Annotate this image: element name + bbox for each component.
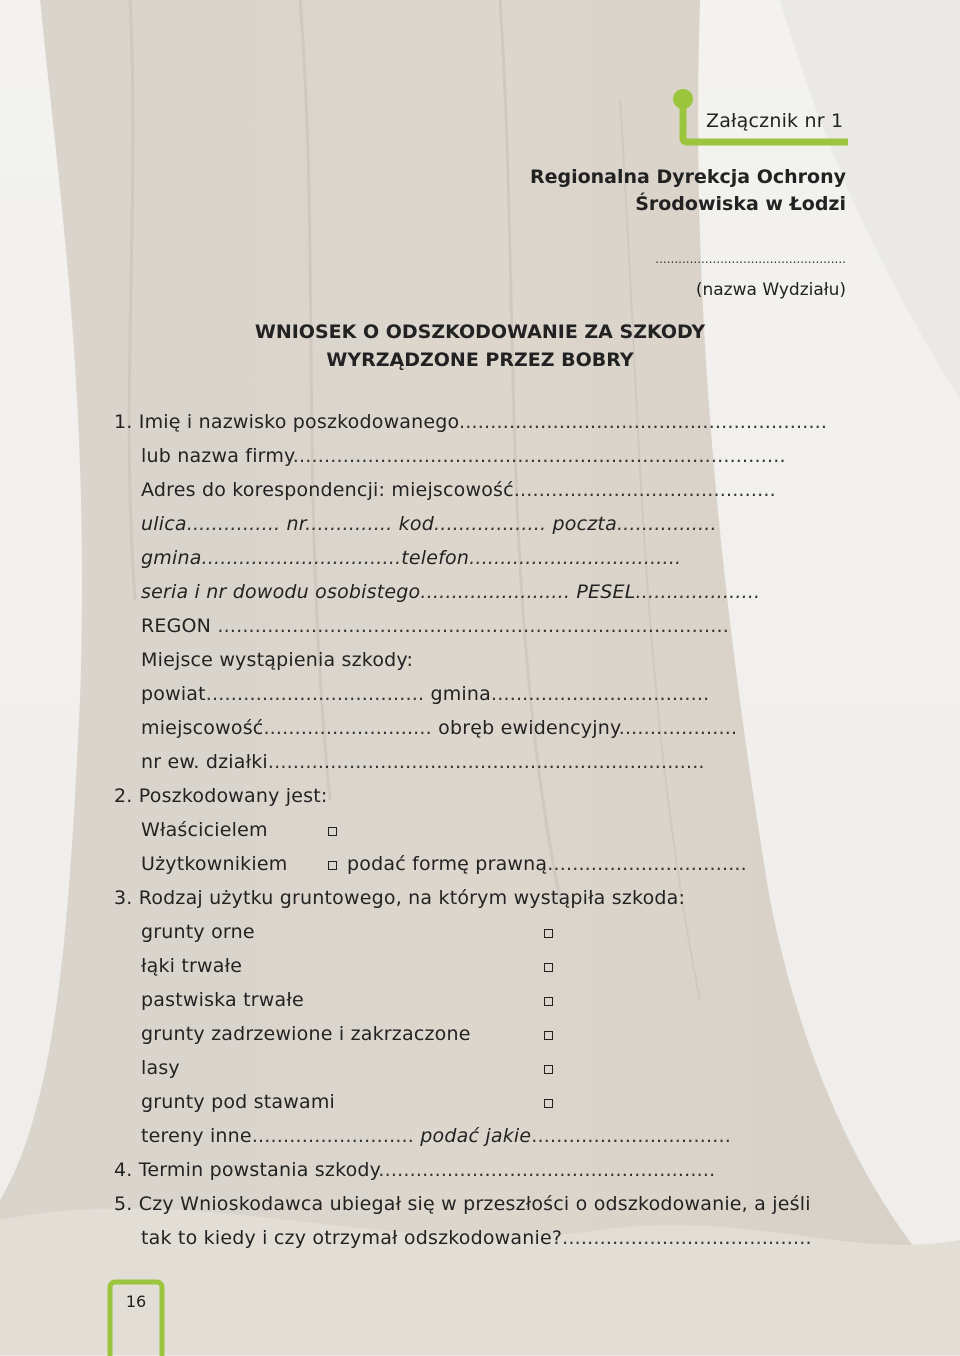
section-5-line-1: 5. Czy Wnioskodawca ubiegał się w przeszłości o odszkodowanie, a jeśli — [114, 1193, 811, 1215]
nr-label: nr — [286, 513, 306, 535]
address-row — [141, 479, 776, 501]
legal-form-label: podać formę prawną — [347, 853, 548, 875]
poczta-field[interactable]: ................ — [616, 513, 717, 535]
id-field[interactable]: ........................ — [420, 581, 571, 603]
user-checkbox[interactable] — [328, 861, 337, 870]
authority-line-2: Środowiska w Łodzi — [635, 193, 846, 215]
land-option-label: lasy — [141, 1057, 180, 1079]
annex-label: Załącznik nr 1 — [706, 110, 844, 132]
section-2-heading: 2. Poszkodowany jest: — [114, 785, 328, 807]
pesel-field[interactable]: .................... — [635, 581, 761, 603]
form-title-line-2: WYRZĄDZONE PRZEZ BOBRY — [326, 349, 634, 371]
department-caption: (nazwa Wydziału) — [695, 280, 846, 300]
company-field[interactable]: ............................................................................... — [292, 445, 786, 467]
miejscowosc-row — [141, 717, 737, 739]
gmina2-label: gmina — [430, 683, 491, 705]
land-option-label: grunty orne — [141, 921, 255, 943]
id-label: seria i nr dowodu osobistego — [141, 581, 421, 603]
powiat-row — [141, 683, 709, 705]
section-5-field[interactable]: ........................................ — [562, 1227, 812, 1249]
form-title-line-1: WNIOSEK O ODSZKODOWANIE ZA SZKODY — [254, 321, 706, 343]
other-land-row — [141, 1125, 731, 1147]
company-label: lub nazwa firmy — [141, 445, 293, 467]
authority-line-1: Regionalna Dyrekcja Ochrony — [529, 166, 846, 188]
gmina2-field[interactable]: ................................... — [490, 683, 710, 705]
land-option-checkbox[interactable] — [544, 997, 553, 1006]
powiat-label: powiat — [141, 683, 206, 705]
powiat-field[interactable]: ................................... — [205, 683, 425, 705]
land-option-label: pastwiska trwałe — [141, 989, 304, 1011]
obreb-label: obręb ewidencyjny — [438, 717, 619, 739]
section-4-row — [114, 1159, 715, 1181]
kod-field[interactable]: .................. — [433, 513, 547, 535]
section-1-name — [114, 411, 827, 433]
other-land-field[interactable]: .......................... — [251, 1125, 415, 1147]
owner-label: Właścicielem — [141, 819, 268, 841]
nr-field[interactable]: .............. — [305, 513, 393, 535]
obreb-field[interactable]: ................... — [618, 717, 738, 739]
land-option-checkbox[interactable] — [544, 929, 553, 938]
section-3-heading: 3. Rodzaj użytku gruntowego, na którym wystąpiła szkoda: — [114, 887, 686, 909]
land-option-checkbox[interactable] — [544, 1031, 553, 1040]
land-option-checkbox[interactable] — [544, 1099, 553, 1108]
other-land-label: tereny inne — [141, 1125, 252, 1147]
section-5-line-2 — [141, 1227, 812, 1249]
gmina-row — [141, 547, 681, 569]
legal-form-field[interactable]: ................................ — [547, 853, 747, 875]
regon-label: REGON — [141, 615, 212, 637]
street-label: ulica — [141, 513, 187, 535]
regon-row — [141, 615, 729, 637]
kod-label: kod — [398, 513, 434, 535]
id-row — [141, 581, 760, 603]
dzialka-row — [141, 751, 705, 773]
specify-field[interactable]: ................................ — [531, 1125, 731, 1147]
department-dots[interactable]: .................................................. — [655, 252, 846, 266]
regon-field[interactable]: .................................................................................. — [217, 615, 730, 637]
dzialka-field[interactable]: ...................................................................... — [267, 751, 705, 773]
miejscowosc-field[interactable]: ........................... — [263, 717, 432, 739]
section-5-question: tak to kiedy i czy otrzymał odszkodowanie? — [141, 1227, 563, 1249]
street-field[interactable]: ............... — [186, 513, 281, 535]
address-label: Adres do korespondencji: miejscowość — [141, 479, 514, 501]
damage-date-field[interactable]: ...................................................... — [378, 1159, 716, 1181]
name-field[interactable]: ........................................................... — [459, 411, 828, 433]
owner-checkbox[interactable] — [328, 827, 337, 836]
land-option-label: łąki trwałe — [141, 955, 243, 977]
damage-place-label: Miejsce wystąpienia szkody: — [141, 649, 414, 671]
legal-form-row — [347, 853, 747, 875]
poczta-label: poczta — [552, 513, 617, 535]
pesel-label: PESEL — [576, 581, 636, 603]
company-row — [141, 445, 786, 467]
land-option-label: grunty zadrzewione i zakrzaczone — [141, 1023, 471, 1045]
page-number: 16 — [125, 1292, 147, 1311]
telefon-field[interactable]: .................................. — [469, 547, 682, 569]
address-field[interactable]: .......................................... — [513, 479, 776, 501]
specify-label: podać jakie — [420, 1125, 532, 1147]
street-row — [141, 513, 717, 535]
page-number-tab — [104, 1276, 168, 1356]
miejscowosc-label: miejscowość — [141, 717, 264, 739]
telefon-label: telefon — [401, 547, 470, 569]
gmina-label: gmina — [141, 547, 202, 569]
damage-date-label: 4. Termin powstania szkody — [114, 1159, 379, 1181]
gmina-field[interactable]: ................................ — [201, 547, 402, 569]
dzialka-label: nr ew. działki — [141, 751, 268, 773]
name-label: 1. Imię i nazwisko poszkodowanego — [114, 411, 460, 433]
land-option-label: grunty pod stawami — [141, 1091, 336, 1113]
land-option-checkbox[interactable] — [544, 1065, 553, 1074]
user-label: Użytkownikiem — [141, 853, 288, 875]
land-option-checkbox[interactable] — [544, 963, 553, 972]
